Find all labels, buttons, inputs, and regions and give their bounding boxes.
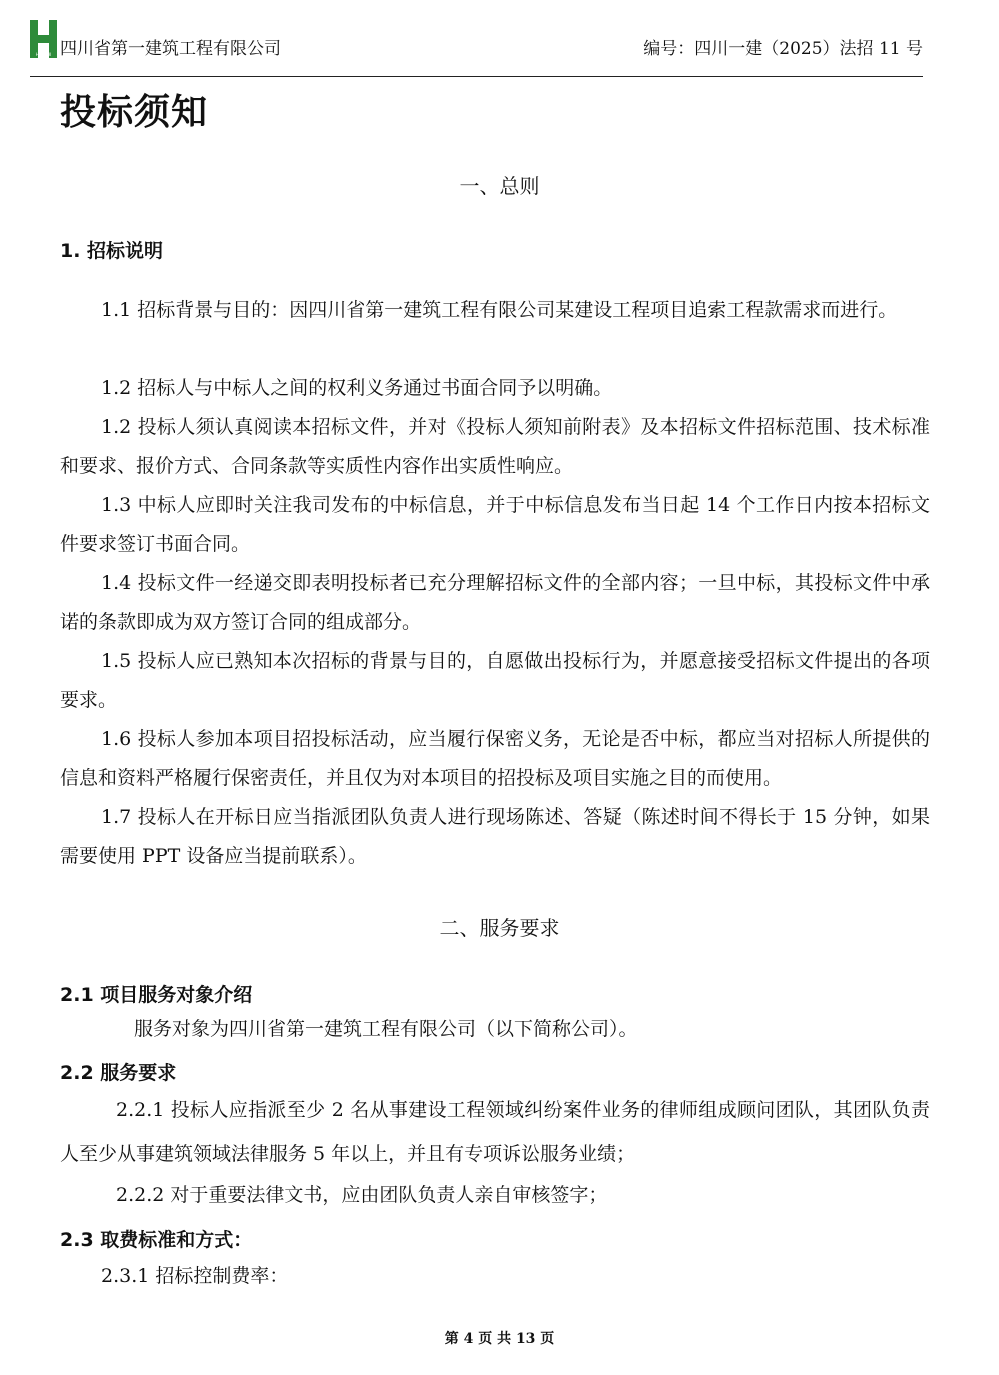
document-number: 编号：四川一建（2025）法招 11 号 [643,39,923,59]
clause-1-1: 1.1 招标背景与目的：因四川省第一建筑工程有限公司某建设工程项目追索工程款需求而进行。 [101,299,898,321]
clause-1-2b: 1.2 投标人须认真阅读本招标文件，并对《投标人须知前附表》及本招标文件招标范围、技术标准和要求、报价方式、合同条款等实质性内容作出实质性响应。 [60,416,930,477]
clause-2-1-text: 服务对象为四川省第一建筑工程有限公司（以下简称公司）。 [134,1018,638,1040]
subsection-fee-standard: 2.3 取费标准和方式： [60,1229,253,1251]
clause-1-5: 1.5 投标人应已熟知本次招标的背景与目的，自愿做出投标行为，并愿意接受招标文件提出的各项要求。 [60,650,930,711]
subsection-service-requirements: 2.2 服务要求 [60,1062,177,1084]
clause-2-2-2: 2.2.2 对于重要法律文书，应由团队负责人亲自审核签字； [116,1184,608,1206]
svg-text:HUASHI: HUASHI [35,52,52,57]
clause-2-2-1: 2.2.1 投标人应指派至少 2 名从事建设工程领域纠纷案件业务的律师组成顾问团队，其团队负责人至少从事建筑领域法律服务 5 年以上，并且有专项诉讼服务业绩； [60,1099,930,1165]
subsection-service-object: 2.1 项目服务对象介绍 [60,984,253,1006]
page-title: 投标须知 [60,91,209,133]
section-heading-service: 二、服务要求 [439,916,560,940]
clause-2-3-1: 2.3.1 招标控制费率： [101,1265,289,1287]
clause-1-3: 1.3 中标人应即时关注我司发布的中标信息，并于中标信息发布当日起 14 个工作日内按本招标文件要求签订书面合同。 [60,494,930,555]
clause-1-2a: 1.2 招标人与中标人之间的权利义务通过书面合同予以明确。 [101,377,613,399]
section-heading-general: 一、总则 [459,174,540,198]
page-number: 第 4 页 共 13 页 [444,1331,555,1347]
clause-1-7: 1.7 投标人在开标日应当指派团队负责人进行现场陈述、答疑（陈述时间不得长于 15 分钟，如果需要使用 PPT 设备应当提前联系）。 [60,806,930,867]
clause-1-6: 1.6 投标人参加本项目招投标活动，应当履行保密义务，无论是否中标，都应当对招标人所提供的信息和资料严格履行保密责任，并且仅为对本项目的招投标及项目实施之目的而使用。 [60,728,930,789]
page-header [30,20,923,77]
subsection-tender-description: 1. 招标说明 [60,240,164,262]
company-name: 四川省第一建筑工程有限公司 [60,39,281,59]
clause-1-4: 1.4 投标文件一经递交即表明投标者已充分理解招标文件的全部内容；一旦中标，其投标文件中承诺的条款即成为双方签订合同的组成部分。 [60,572,930,633]
company-logo-icon [30,20,57,58]
